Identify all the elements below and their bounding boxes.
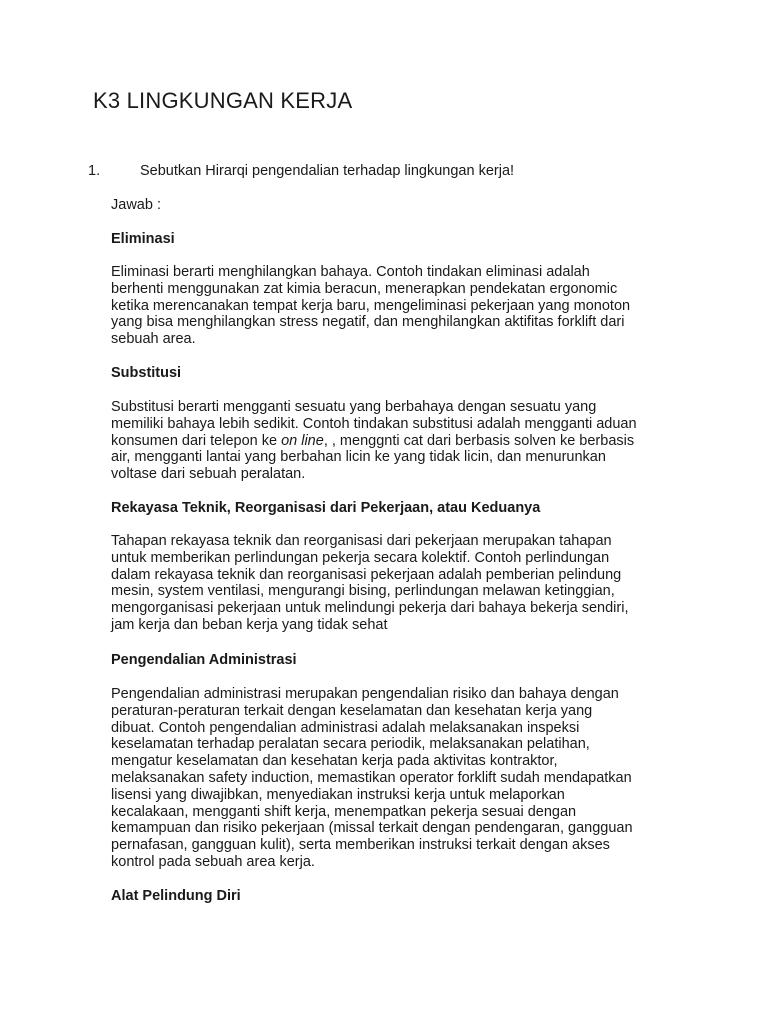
- paragraph-line: peraturan-peraturan terkait dengan keselamatan dan kesehatan kerja yang: [111, 702, 593, 719]
- question-number: 1.: [88, 163, 101, 179]
- section-heading-apd: Alat Pelindung Diri: [111, 888, 241, 904]
- paragraph-line: Substitusi berarti mengganti sesuatu yang berbahaya dengan sesuatu yang: [111, 399, 597, 415]
- section-paragraph-rekayasa: [111, 533, 671, 634]
- paragraph-line: ketika merencanakan tempat kerja baru, mengeliminasi pekerjaan yang monoton: [111, 297, 631, 314]
- section-heading-rekayasa: Rekayasa Teknik, Reorganisasi dari Pekerjaan, atau Keduanya: [111, 500, 541, 516]
- section-paragraph-substitusi: [111, 399, 671, 483]
- paragraph-line: Pengendalian administrasi merupakan pengendalian risiko dan bahaya dengan: [111, 686, 619, 702]
- document-title: K3 LINGKUNGAN KERJA: [93, 88, 353, 113]
- paragraph-line-mixed: [111, 433, 671, 450]
- paragraph-line: keselamatan terhadap peralatan secara periodik, melaksanakan pelatihan,: [111, 736, 590, 753]
- paragraph-text: , , menggnti cat dari berbasis solven ke berbasis: [323, 432, 635, 449]
- paragraph-line: kontrol pada sebuah area kerja.: [111, 853, 315, 870]
- paragraph-line: yang bisa menghilangkan stress negatif, dan menghilangkan aktifitas forklift dari: [111, 314, 625, 331]
- paragraph-line: mesin, system ventilasi, mengurangi bising, perlindungan melawan ketinggian,: [111, 583, 615, 600]
- section-heading-administrasi: Pengendalian Administrasi: [111, 652, 297, 668]
- paragraph-line: mengatur keselamatan dan kesehatan kerja pada aktivitas kontraktor,: [111, 753, 558, 770]
- paragraph-line: mengorganisasi pekerjaan untuk melindungi pekerja dari bahaya bekerja sendiri,: [111, 600, 629, 617]
- paragraph-line: untuk memberikan perlindungan pekerja secara kolektif. Contoh perlindungan: [111, 549, 610, 566]
- paragraph-line: berhenti menggunakan zat kimia beracun, menerapkan pendekatan ergonomic: [111, 280, 618, 297]
- paragraph-line: air, mengganti lantai yang berbahan licin ke yang tidak licin, dan menurunkan: [111, 449, 606, 466]
- paragraph-line: jam kerja dan beban kerja yang tidak sehat: [111, 616, 388, 633]
- italic-term: on line: [281, 432, 324, 449]
- paragraph-line: memiliki bahaya lebih sedikit. Contoh tindakan substitusi adalah mengganti aduan: [111, 415, 637, 432]
- answer-label: Jawab :: [111, 197, 161, 213]
- paragraph-line: lisensi yang diwajibkan, menyediakan instruksi kerja untuk melaporkan: [111, 786, 565, 803]
- paragraph-line: Eliminasi berarti menghilangkan bahaya. Contoh tindakan eliminasi adalah: [111, 264, 590, 280]
- paragraph-line: voltase dari sebuah peralatan.: [111, 466, 306, 483]
- paragraph-line: pernafasan, gangguan kulit), serta memberikan instruksi terkait dengan akses: [111, 837, 610, 854]
- paragraph-line: dibuat. Contoh pengendalian administrasi adalah melaksanakan inspeksi: [111, 719, 580, 736]
- paragraph-line: sebuah area.: [111, 331, 196, 348]
- question-text: Sebutkan Hirarqi pengendalian terhadap lingkungan kerja!: [140, 163, 515, 179]
- paragraph-line: dalam rekayasa teknik dan reorganisasi pekerjaan adalah pemberian pelindung: [111, 566, 622, 583]
- section-paragraph-administrasi: [111, 686, 671, 871]
- section-paragraph-eliminasi: [111, 264, 671, 348]
- paragraph-line: melaksanakan safety induction, memastikan operator forklift sudah mendapatkan: [111, 769, 632, 786]
- section-heading-substitusi: Substitusi: [111, 365, 182, 381]
- section-heading-eliminasi: Eliminasi: [111, 231, 175, 247]
- paragraph-line: Tahapan rekayasa teknik dan reorganisasi dari pekerjaan merupakan tahapan: [111, 533, 612, 549]
- paragraph-text: konsumen dari telepon ke: [111, 432, 282, 449]
- paragraph-line: kemampuan dan risiko pekerjaan (missal terkait dengan pendengaran, gangguan: [111, 820, 633, 837]
- paragraph-line: kecalakaan, mengganti shift kerja, menempatkan pekerja sesuai dengan: [111, 803, 577, 820]
